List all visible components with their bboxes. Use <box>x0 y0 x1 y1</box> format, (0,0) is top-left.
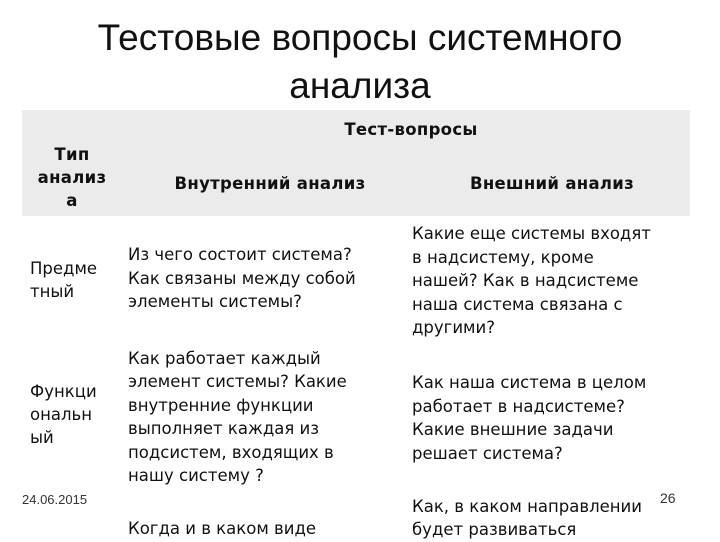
question-line: Как наша система в целом <box>412 373 647 392</box>
type-header-line: а <box>66 190 78 210</box>
question-line: Как связаны между собой <box>128 268 356 288</box>
question-line: наша система связана с <box>412 294 623 314</box>
question-line: Как, в каком направлении <box>412 496 643 516</box>
row-label-object <box>30 256 130 304</box>
external-question-object <box>412 221 651 341</box>
internal-question-object <box>128 241 356 316</box>
question-line: Как работает каждый <box>128 348 321 368</box>
row-label-line: ый <box>30 427 54 447</box>
slide-page-number: 26 <box>660 490 676 506</box>
question-line: элемент системы? Какие <box>128 372 347 391</box>
question-line: нашу систему ? <box>128 466 264 485</box>
type-header-line: Тип <box>54 144 90 164</box>
question-line: Какие внешние задачи <box>412 420 614 439</box>
external-question-evolution <box>412 494 642 542</box>
title-line-1: Тестовые вопросы системного <box>97 17 623 58</box>
question-line: Из чего состоит система? <box>128 245 352 265</box>
question-line: подсистем, входящих в <box>128 442 334 462</box>
external-analysis-header: Внешний анализ <box>469 173 635 193</box>
row-label-line: Предме <box>30 259 98 278</box>
question-line: решает система? <box>412 443 563 463</box>
question-line: работает в надсистеме? <box>412 396 625 416</box>
internal-question-evolution <box>128 516 316 542</box>
question-line: в надсистему, кроме <box>412 247 594 267</box>
row-label-functional <box>30 378 130 450</box>
question-line: Когда и в каком виде <box>128 519 317 539</box>
question-line: элементы системы? <box>128 292 302 312</box>
questions-table <box>22 110 690 540</box>
row-label-line: тный <box>30 282 75 301</box>
tests-header: Тест-вопросы <box>344 119 478 139</box>
type-header-line: анализ <box>37 167 107 187</box>
external-question-functional <box>412 370 646 466</box>
question-line: нашей? Как в надсистеме <box>412 271 639 291</box>
question-line: будет развиваться <box>412 520 577 539</box>
internal-question-functional <box>128 346 347 488</box>
title-line-2: анализа <box>289 65 431 106</box>
slide-date: 24.06.2015 <box>22 492 88 507</box>
question-line: внутренние функции <box>128 395 314 415</box>
question-line: другими? <box>412 318 495 338</box>
slide-title <box>0 14 720 110</box>
internal-analysis-header: Внутренний анализ <box>174 173 366 193</box>
row-label-line: ональн <box>30 404 93 424</box>
question-line: Какие еще системы входят <box>412 224 651 244</box>
row-label-line: Функци <box>30 381 97 401</box>
question-line: выполняет каждая из <box>128 419 320 438</box>
